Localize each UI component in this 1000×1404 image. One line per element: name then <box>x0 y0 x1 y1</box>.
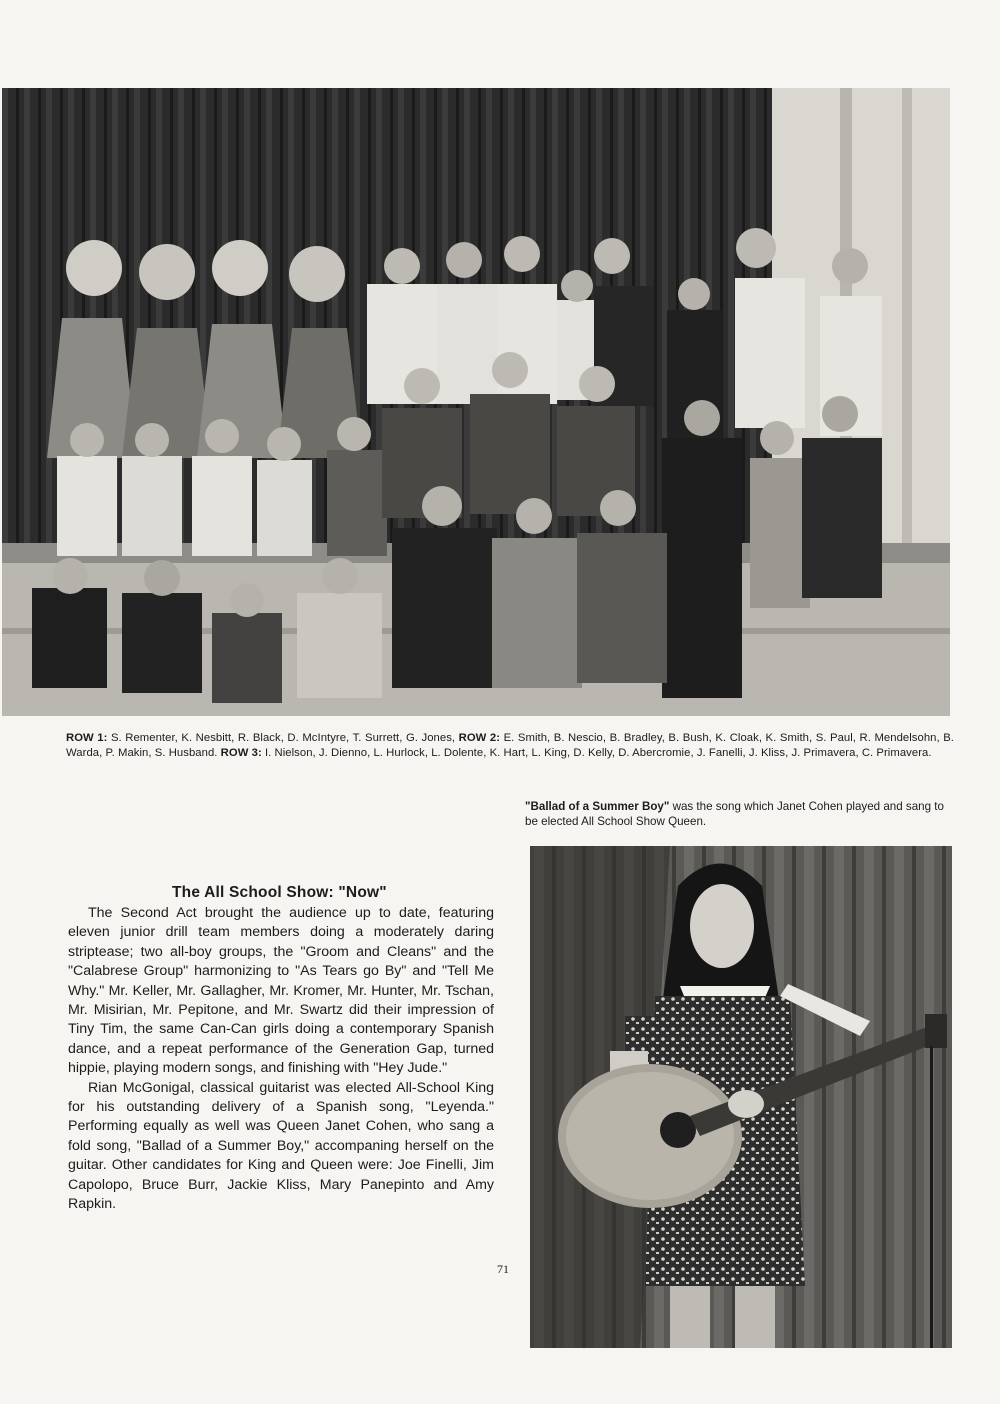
ballad-caption-text: was the song which Janet Cohen played and sang to be elected All School Show Queen. <box>525 800 944 828</box>
row-2-label: ROW 2: <box>458 732 501 744</box>
row-2-names: E. Smith, B. Nescio, B. Bradley, B. Bush, K. Cloak, K. Smith, S. Paul, R. Mendelsohn, B. Warda, P. Makin, S. Husband. <box>66 732 954 759</box>
guitar-photo-caption <box>525 799 955 829</box>
row-3-names: I. Nielson, J. Dienno, L. Hurlock, L. Dolente, K. Hart, L. King, D. Kelly, D. Abercromie, J. Fanelli, J. Kliss, J. Primavera, C. Primavera. <box>261 747 932 759</box>
guitar-photo <box>530 846 952 1348</box>
page-number: 71 <box>497 1262 509 1276</box>
article-paragraph-1: The Second Act brought the audience up to date, featuring eleven junior drill team members doing a moderately daring striptease; two all-boy groups, the "Groom and Cleans" and the "Calabrese Group" harmonizing to "As Tears go By" and "Tell Me Why." Mr. Keller, Mr. Gallagher, Mr. Kromer, Mr. Hunter, Mr. Tschan, Mr. Misirian, Mr. Pepitone, and Mr. Swartz did their impression of Tiny Tim, the same Can-Can girls doing a contemporary Spanish dance, and a repeat performance of the Generation Gap, turned hippie, playing modern songs, and finishing with "Hey Jude." <box>68 905 494 1077</box>
group-photo <box>2 88 950 716</box>
row-1-label: ROW 1: <box>66 732 108 744</box>
article-title: The All School Show: "Now" <box>172 884 387 901</box>
guitar-photo-image <box>530 846 952 1348</box>
row-3-label: ROW 3: <box>220 747 262 759</box>
article-body <box>68 904 494 1215</box>
article-paragraph-2: Rian McGonigal, classical guitarist was elected All-School King for his outstanding delivery of a Spanish song, "Leyenda." Performing equally as well was Queen Janet Cohen, who sang a fold song, "Ballad of a Summer Boy," accompaning herself on the guitar. Other candidates for King and Queen were: Joe Finelli, Jim Capolopo, Bruce Burr, Jackie Kliss, Mary Panepinto and Amy Rapkin. <box>68 1079 494 1213</box>
row-1-names: S. Rementer, K. Nesbitt, R. Black, D. McIntyre, T. Surrett, G. Jones, <box>107 732 459 744</box>
group-photo-caption <box>66 731 954 761</box>
ballad-song-title: "Ballad of a Summer Boy" <box>525 800 670 813</box>
group-photo-image <box>2 88 950 716</box>
